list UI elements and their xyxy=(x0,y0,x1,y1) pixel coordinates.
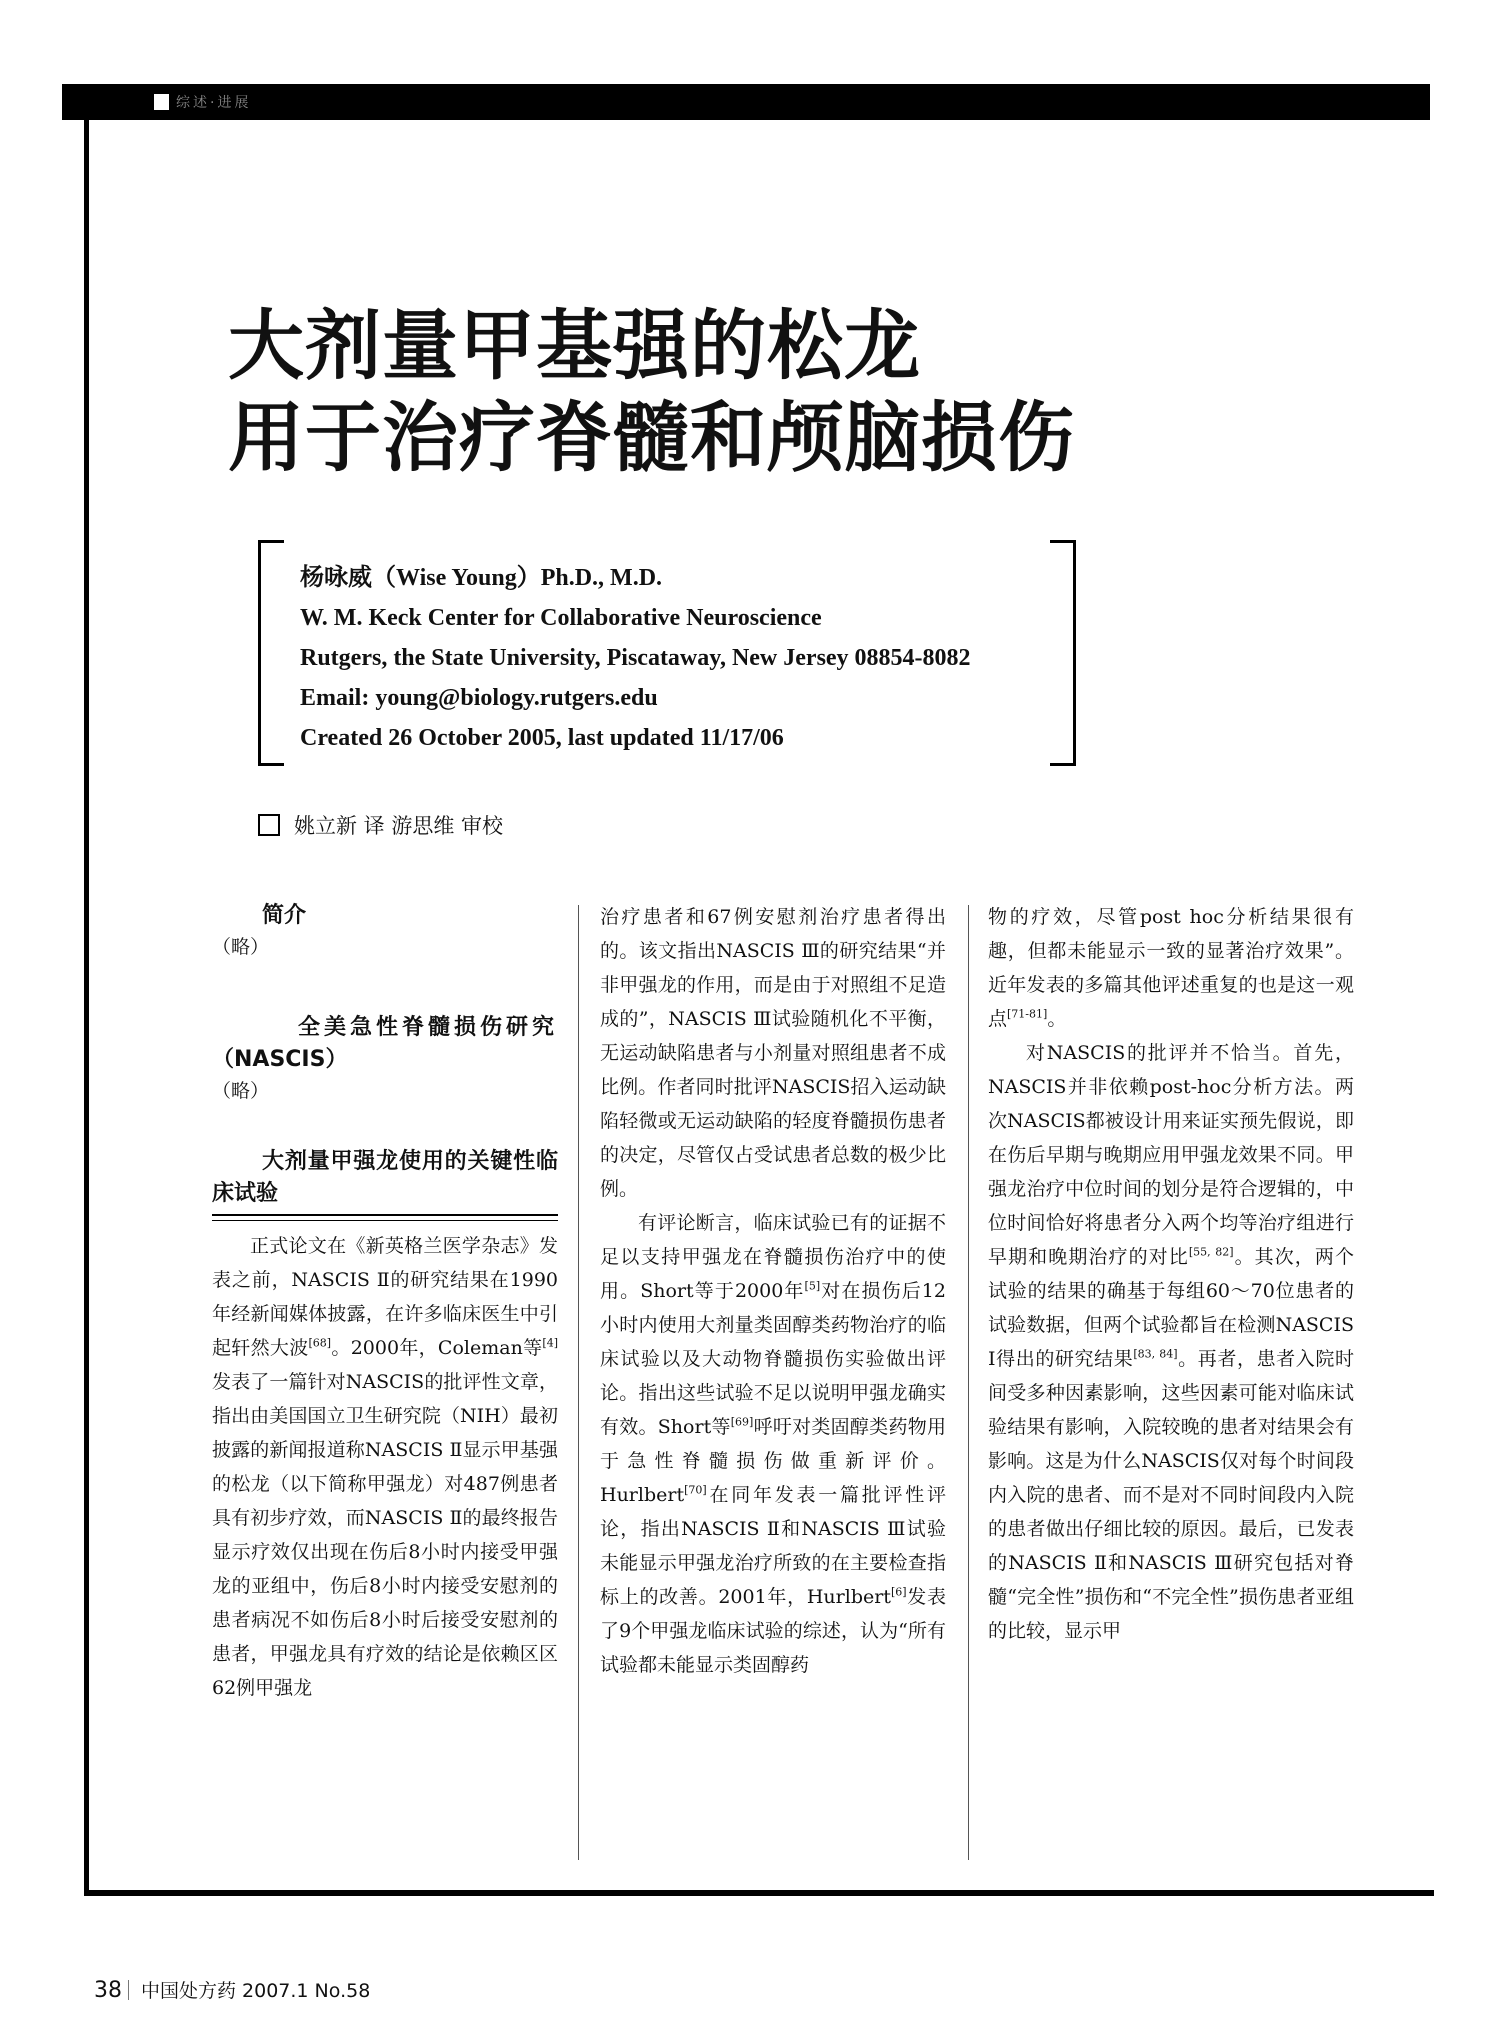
author-email: Email: young@biology.rutgers.edu xyxy=(300,685,658,711)
citation: [68] xyxy=(308,1336,332,1350)
paragraph: 治疗患者和67例安慰剂治疗患者得出的。该文指出NASCIS Ⅲ的研究结果“并非甲强龙的作用，而是由于对照组不足造成的”，NASCIS Ⅲ试验随机化不平衡，无运动缺陷患者与小剂量对照组患者不成比例。作者同时批评NASCIS招入运动缺陷轻微或无运动缺陷的轻度脊髓损伤患者的决定，尽管仅占受试患者总数的极少比例。 xyxy=(600,906,946,1200)
citation: [6] xyxy=(890,1585,907,1599)
translator-line xyxy=(258,810,503,840)
author-dates: Created 26 October 2005, last updated 11/17/06 xyxy=(300,725,784,751)
page-number: 38 xyxy=(94,1978,122,2003)
header-bar xyxy=(62,84,1430,120)
section-label: 综述·进展 xyxy=(176,95,252,111)
author-lines xyxy=(300,558,971,758)
citation: [83, 84] xyxy=(1133,1347,1178,1361)
intro-heading: 简介 xyxy=(262,903,307,928)
left-rule xyxy=(84,84,89,1896)
column-1 xyxy=(212,900,558,1705)
checkbox-square-icon xyxy=(258,814,280,836)
article-title xyxy=(228,300,1075,484)
citation: [55, 82] xyxy=(1188,1245,1234,1259)
author-name: 杨咏威（Wise Young）Ph.D., M.D. xyxy=(300,565,663,591)
column-separator xyxy=(578,905,579,1860)
column-3 xyxy=(988,900,1354,1648)
author-address: Rutgers, the State University, Piscataway, New Jersey 08854-8082 xyxy=(300,645,971,671)
title-line-1: 大剂量甲基强的松龙 xyxy=(228,301,921,390)
page-footer xyxy=(94,1976,370,2003)
right-bracket xyxy=(1050,540,1076,766)
citation: [4] xyxy=(542,1336,558,1350)
citation: [71-81] xyxy=(1007,1007,1048,1021)
author-info-box xyxy=(258,540,1076,766)
paragraph: 对NASCIS的批评并不恰当。首先，NASCIS并非依赖post-hoc分析方法。两次NASCIS都被设计用来证实预先假说，即在伤后早期与晚期应用甲强龙效果不同。甲强龙治疗中位时间的划分是符合逻辑的，中位时间恰好将患者分入两个均等治疗组进行早期和晚期治疗的对比[55, 82]。其次，两个试验的结果的确基于每组60～70位患者的试验数据，但两个试验都旨在检测NASCIS Ⅰ得出的研究结果[83, 84]。再者，患者入院时间受多种因素影响，这些因素可能对临床试验结果有影响，入院较晚的患者对结果会有影响。这是为什么NASCIS仅对每个时间段内入院的患者、而不是对不同时间段内入院的患者做出仔细比较的原因。最后，已发表的NASCIS Ⅱ和NASCIS Ⅲ研究包括对脊髓“完全性”损伤和“不完全性”损伤患者亚组的比较，显示甲 xyxy=(988,1042,1354,1642)
paragraph: 正式论文在《新英格兰医学杂志》发表之前，NASCIS Ⅱ的研究结果在1990年经新闻媒体披露，在许多临床医生中引起轩然大波[68]。2000年，Coleman等[4]发表了一篇针对NASCIS的批评性文章，指出由美国国立卫生研究院（NIH）最初披露的新闻报道称NASCIS Ⅱ显示甲基强的松龙（以下简称甲强龙）对487例患者具有初步疗效，而NASCIS Ⅱ的最终报告显示疗效仅出现在伤后8小时内接受甲强龙的亚组中，伤后8小时内接受安慰剂的患者病况不如伤后8小时后接受安慰剂的患者，甲强龙具有疗效的结论是依赖区区62例甲强龙 xyxy=(212,1235,558,1699)
title-line-2: 用于治疗脊髓和颅脑损伤 xyxy=(228,393,1075,482)
bottom-rule xyxy=(84,1890,1434,1896)
column-separator xyxy=(968,905,969,1860)
footer-divider xyxy=(128,1980,129,2000)
nascis-heading: 全美急性脊髓损伤研究 xyxy=(297,1015,558,1040)
citation: [5] xyxy=(804,1279,821,1293)
nascis-heading-abbr: （NASCIS） xyxy=(212,1047,348,1072)
author-affiliation: W. M. Keck Center for Collaborative Neuroscience xyxy=(300,605,822,631)
paragraph: 有评论断言，临床试验已有的证据不足以支持甲强龙在脊髓损伤治疗中的使用。Short等于2000年[5]对在损伤后12小时内使用大剂量类固醇类药物治疗的临床试验以及大动物脊髓损伤实验做出评论。指出这些试验不足以说明甲强龙确实有效。Short等[69]呼吁对类固醇类药物用于急性脊髓损伤做重新评价。Hurlbert[70]在同年发表一篇批评性评论，指出NASCIS Ⅱ和NASCIS Ⅲ试验未能显示甲强龙治疗所致的在主要检查指标上的改善。2001年，Hurlbert[6]发表了9个甲强龙临床试验的综述，认为“所有试验都未能显示类固醇药 xyxy=(600,1212,946,1676)
nascis-note: （略） xyxy=(212,1080,270,1102)
column-2 xyxy=(600,900,946,1682)
intro-note: （略） xyxy=(212,936,270,958)
journal-info: 中国处方药 2007.1 No.58 xyxy=(141,1980,371,2002)
header-square-icon xyxy=(154,94,169,110)
translator-text: 姚立新 译 游思维 审校 xyxy=(294,814,504,838)
left-bracket xyxy=(258,540,284,766)
trials-heading: 大剂量甲强龙使用的关键性临床试验 xyxy=(212,1149,558,1206)
heading-underline xyxy=(212,1214,558,1221)
citation: [70] xyxy=(684,1483,707,1497)
citation: [69] xyxy=(730,1415,754,1429)
paragraph: 物的疗效，尽管post hoc分析结果很有趣，但都未能显示一致的显著治疗效果”。近年发表的多篇其他评述重复的也是这一观点[71-81]。 xyxy=(988,906,1354,1030)
